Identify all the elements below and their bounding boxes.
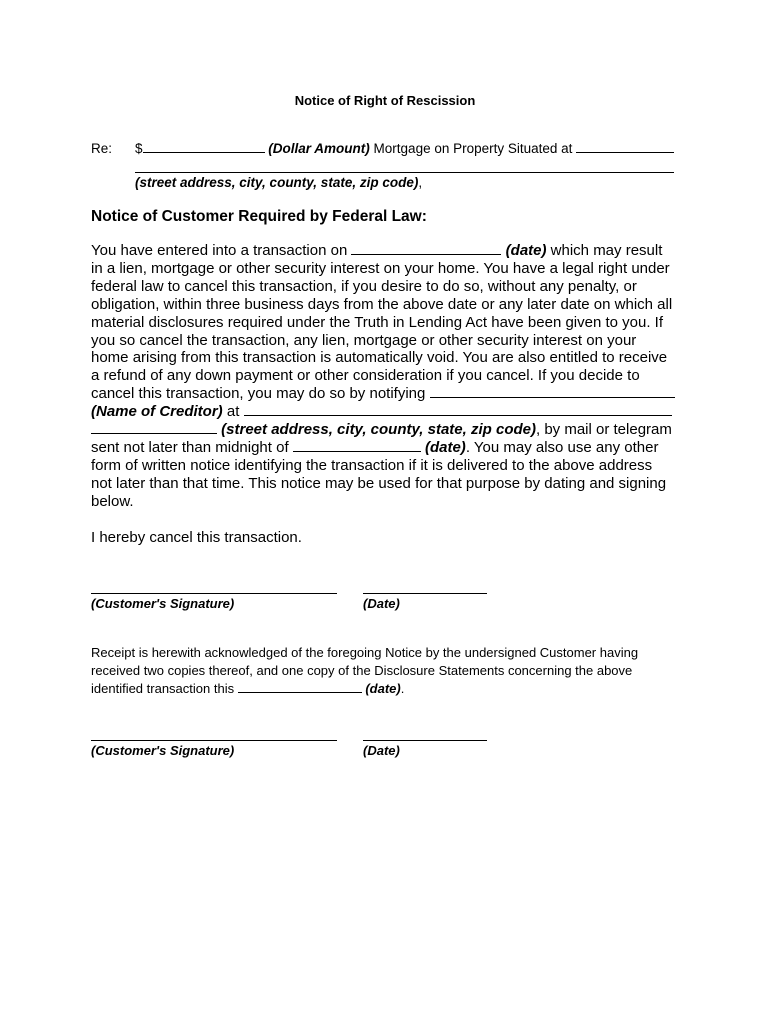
customer-signature-line[interactable] [91, 593, 337, 594]
paragraph-line: cancel this transaction, you may do so by notifying [91, 385, 681, 403]
dollar-sign: $ [135, 141, 143, 156]
dollar-amount-blank[interactable] [143, 152, 265, 153]
re-label: Re: [91, 141, 113, 156]
receipt-line: identified transaction this (date). [91, 681, 405, 697]
paragraph-line: federal law to cancel this transaction, if you desire to do so, without any penalty, or [91, 277, 637, 295]
paragraph-line: you so cancel the transaction, any lien, mortgage or other security interest on your [91, 331, 637, 349]
paragraph-line: You have entered into a transaction on (date) which may result [91, 242, 663, 259]
paragraph-line: a refund of any down payment or other consideration if you cancel. If you decide to [91, 367, 640, 385]
notice-paragraph [91, 242, 681, 511]
customer-signature-line-2[interactable] [91, 740, 337, 741]
signature-caption: (Customer's Signature) [91, 596, 235, 611]
transaction-date-blank[interactable] [351, 254, 501, 255]
receipt-line: received two copies thereof, and one copy of the Disclosure Statements concerning the above [91, 663, 633, 679]
paragraph-line: material disclosures required under the Truth in Lending Act have been given to you. If [91, 313, 664, 331]
mortgage-text: Mortgage on Property Situated at [373, 141, 573, 156]
paragraph-line: (street address, city, county, state, zip code), by mail or telegram [91, 421, 681, 439]
midnight-date-blank[interactable] [293, 451, 421, 452]
signature-date-line-2[interactable] [363, 740, 487, 741]
property-blank[interactable] [576, 152, 674, 153]
signature-caption-2: (Customer's Signature) [91, 743, 235, 758]
signature-date-line[interactable] [363, 593, 487, 594]
receipt-paragraph [91, 644, 681, 699]
creditor-address-blank-2[interactable] [91, 433, 217, 434]
paragraph-line: (Name of Creditor) at [91, 403, 681, 421]
paragraph-line: obligation, within three business days from the above date or any later date on which all [91, 295, 673, 313]
re-line [135, 141, 674, 156]
document-title: Notice of Right of Rescission [294, 93, 476, 108]
paragraph-line: below. [91, 492, 134, 510]
paragraph-line: home arising from this transaction is automatically void. You are also entitled to receive [91, 349, 668, 367]
creditor-address-blank[interactable] [244, 415, 672, 416]
date-caption-2: (Date) [363, 743, 400, 758]
date-caption: (Date) [363, 596, 400, 611]
receipt-date-blank[interactable] [238, 692, 362, 693]
creditor-label: (Name of Creditor) [91, 403, 223, 421]
creditor-name-blank[interactable] [430, 397, 675, 398]
paragraph-line: in a lien, mortgage or other security interest on your home. You have a legal right under [91, 259, 670, 277]
paragraph-line: sent not later than midnight of (date). You may also use any other [91, 438, 659, 456]
cancel-statement: I hereby cancel this transaction. [91, 529, 302, 546]
paragraph-line: not later than that time. This notice may be used for that purpose by dating and signing [91, 474, 667, 492]
receipt-line: Receipt is herewith acknowledged of the foregoing Notice by the undersigned Customer having [91, 645, 639, 660]
dollar-amount-label: (Dollar Amount) [268, 141, 370, 156]
address-caption: (street address, city, county, state, zip code), [135, 175, 423, 190]
property-address-line[interactable] [135, 172, 674, 173]
paragraph-line: form of written notice identifying the transaction if it is delivered to the above address [91, 456, 653, 474]
section-heading: Notice of Customer Required by Federal Law: [91, 208, 427, 225]
